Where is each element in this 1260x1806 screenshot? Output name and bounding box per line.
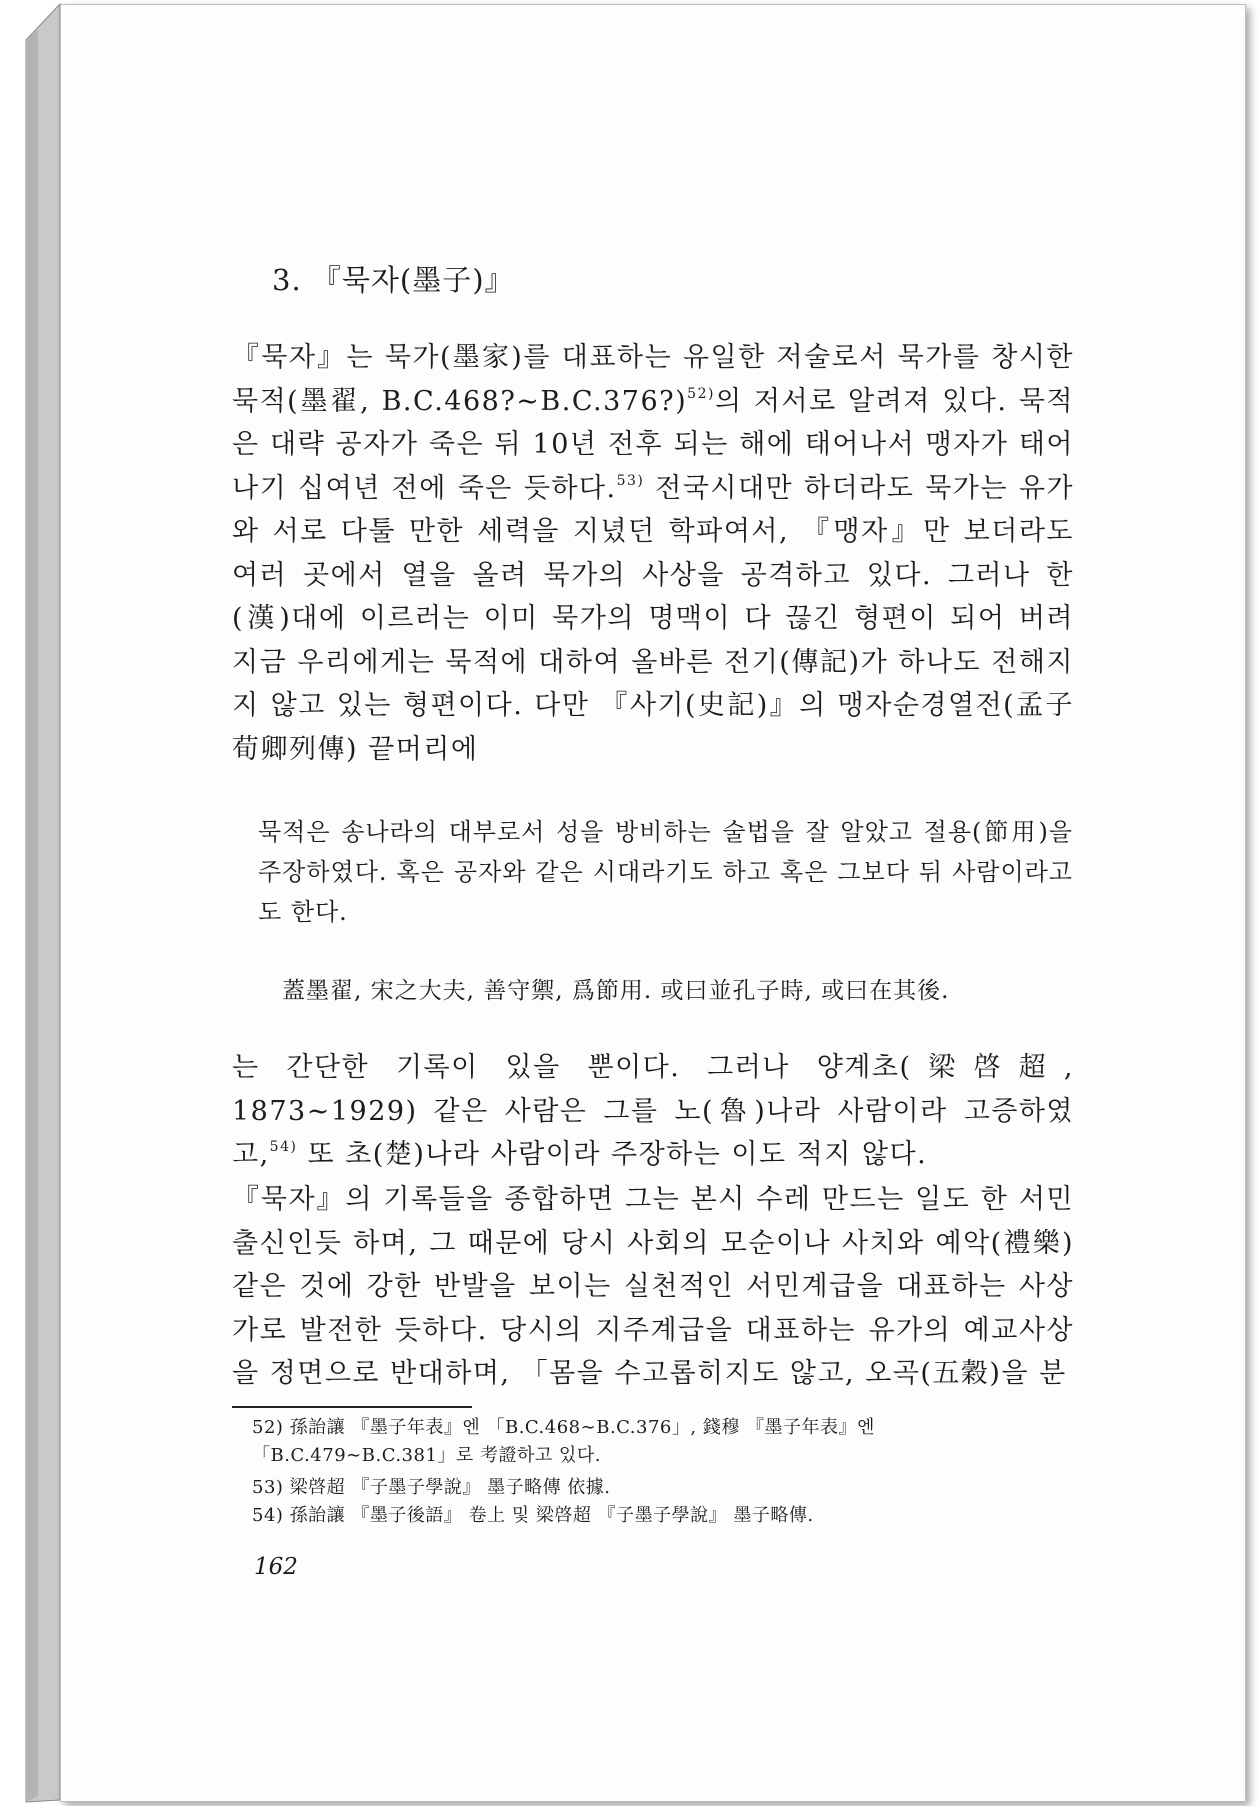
footnote-53: 53) 梁啓超 『子墨子學說』 墨子略傳 依據. — [252, 1477, 611, 1498]
footnote-54: 54) 孫詒讓 『墨子後語』 卷上 및 梁啓超 『子墨子學說』 墨子略傳. — [252, 1505, 814, 1526]
footnote-52: 52) 孫詒讓 『墨子年表』엔 「B.C.468∼B.C.376」, 錢穆 『墨子年表』엔 「B.C.479∼B.C.381」로 考證하고 있다. — [252, 1417, 875, 1466]
paragraph-2-text-a: 는 간단한 기록이 있을 뿐이다. 그러나 양계초(梁啓超, 1873∼1929) 같은 사람은 그를 노(魯)나라 사람이라 고증하였고, — [232, 1052, 1074, 1170]
classical-chinese-quote: 蓋墨翟, 宋之大夫, 善守禦, 爲節用. 或曰並孔子時, 或曰在其後. — [282, 978, 950, 1004]
page-number: 162 — [254, 1554, 298, 1580]
footnote-divider — [232, 1406, 472, 1408]
paragraph-3: 『묵자』의 기록들을 종합하면 그는 본시 수레 만드는 일도 한 서민 출신인듯 하며, 그 때문에 당시 사회의 모순이나 사치와 예악(禮樂) 같은 것에 강한 반발을 보이는 실천적인 서민계급을 대표하는 사상가로 발전한 듯하다. 당시의 지주계급을 대표하는 유가의 예교사상을 정면으로 반대하며, 「몸을 수고롭히지도 않고, 오곡(五穀)을 분 — [232, 1184, 1074, 1389]
section-heading: 3. 『묵자(墨子)』 — [272, 263, 515, 297]
paragraph-1-text-b: 의 저서로 알려져 있다. 묵적은 대략 공자가 죽은 뒤 10년 전후 되는 해에 태어나서 맹자가 태어나기 십여년 전에 죽은 듯하다. — [232, 385, 1074, 504]
paragraph-1-text-a: 『묵자』는 묵가(墨家)를 대표하는 유일한 저술로서 묵가를 창시한 묵적(墨翟, B.C.468?∼B.C.376?) — [232, 342, 1074, 417]
paragraph-1 — [232, 336, 1074, 771]
footnote-ref-52: 52) — [687, 385, 715, 402]
paragraph-2 — [232, 1046, 1074, 1177]
footnote-ref-54: 54) — [269, 1139, 298, 1155]
paragraph-2-text-b: 또 초(楚)나라 사람이라 주장하는 이도 적지 않다. — [297, 1139, 928, 1170]
block-quote: 묵적은 송나라의 대부로서 성을 방비하는 술법을 잘 알았고 절용(節用)을 주장하였다. 혹은 공자와 같은 시대라기도 하고 혹은 그보다 뒤 사람이라고도 한다. — [258, 818, 1073, 926]
footnote-ref-53: 53) — [616, 472, 645, 489]
paragraph-1-text-c: 전국시대만 하더라도 묵가는 유가와 서로 다툴 만한 세력을 지녔던 학파여서, 『맹자』만 보더라도 여러 곳에서 열을 올려 묵가의 사상을 공격하고 있다. 그러나 한(漢)대에 이르러는 이미 묵가의 명맥이 다 끊긴 형편이 되어 버려 지금 우리에게는 묵적에 대하여 올바른 전기(傳記)가 하나도 전해지지 않고 있는 형편이다. 다만 『사기(史記)』의 맹자순경열전(孟子荀卿列傳) 끝머리에 — [232, 472, 1074, 765]
